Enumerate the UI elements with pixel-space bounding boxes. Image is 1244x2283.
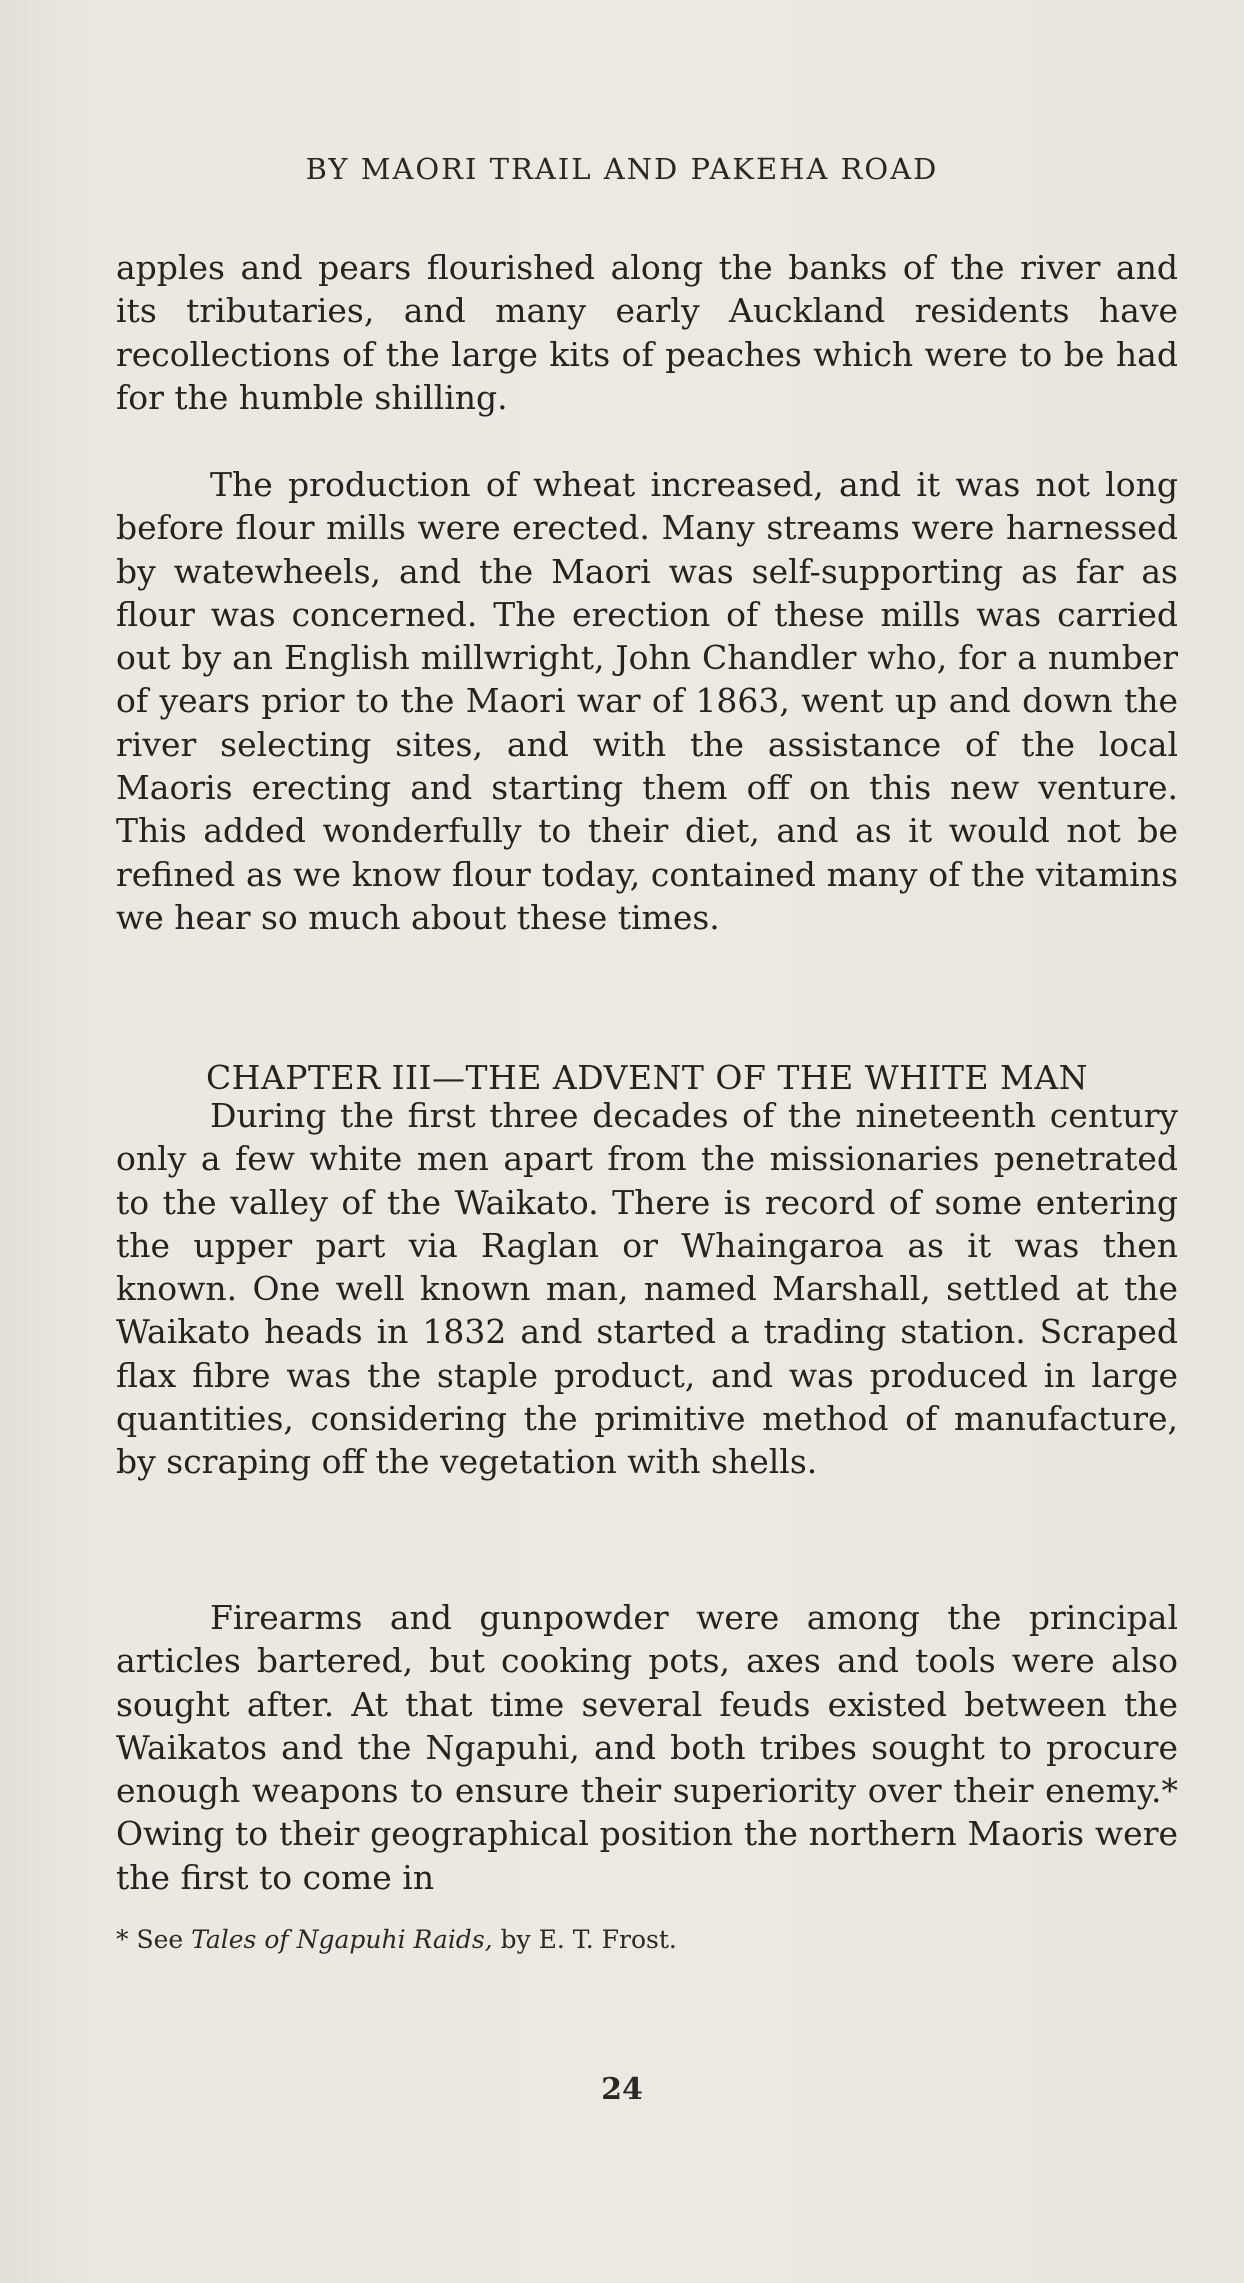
running-head: BY MAORI TRAIL AND PAKEHA ROAD (305, 152, 939, 186)
footnote-title: Tales of Ngapuhi Raids, (191, 1925, 493, 1954)
page-number: 24 (601, 2072, 643, 2107)
paragraph-firearms: Firearms and gunpowder were among the principal articles bartered, but cooking pots, axes and tools were also sought after. At that time several feuds existed between the Waikatos and the Ngapuhi, and both tribes sought to procure enough weapons to ensure their superiority over their enemy.* Owing to their geographical position the northern Maoris were the first to come in (116, 1598, 1178, 1897)
footnote (116, 1925, 1178, 1954)
paragraph-flour-mills: The production of wheat increased, and it was not long before flour mills were erected. Many streams were harnessed by watewheels, and the Maori was self-supporting as far as flour was concerned. The erection of these mills was carried out by an English millwright, John Chandler who, for a number of years prior to the Maori war of 1863, went up and down the river selecting sites, and with the assistance of the local Maoris erecting and starting them off on this new venture. This added wonderfully to their diet, and as it would not be refined as we know flour today, contained many of the vitamins we hear so much about these times. (116, 465, 1178, 937)
footnote-byline: by E. T. Frost. (500, 1925, 677, 1954)
footnote-marker: * See (116, 1925, 184, 1954)
paragraph-white-men: During the first three decades of the nineteenth century only a few white men apart from the missionaries penetrated to the valley of the Waikato. There is record of some entering the upper part via Raglan or Whaingaroa as it was then known. One well known man, named Marshall, settled at the Waikato heads in 1832 and started a trading station. Scraped flax fibre was the staple product, and was produced in large quantities, considering the primitive method of manufacture, by scraping off the vegetation with shells. (116, 1096, 1178, 1482)
paragraph-continued: apples and pears flourished along the banks of the river and its tributaries, and many early Auckland residents have recollections of the large kits of peaches which were to be had for the humble shilling. (116, 248, 1178, 417)
chapter-heading: CHAPTER III—THE ADVENT OF THE WHITE MAN (205, 1058, 1089, 1097)
